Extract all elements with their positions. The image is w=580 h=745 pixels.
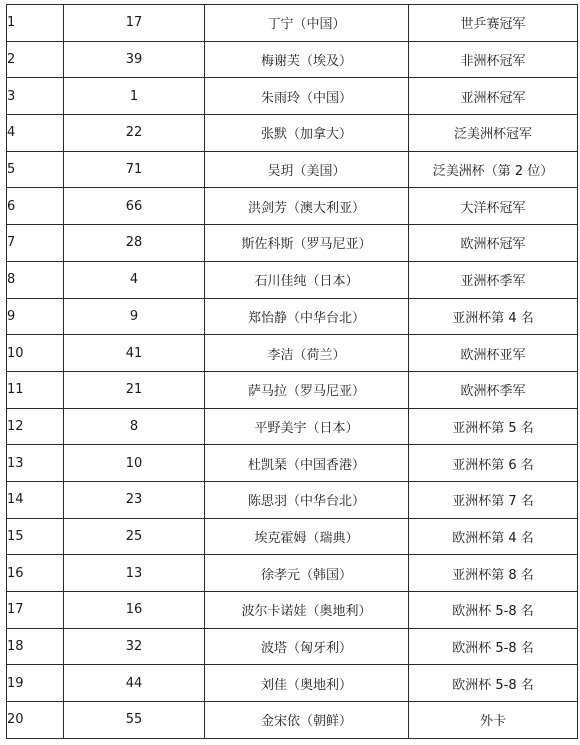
- number-cell: 55: [64, 702, 205, 739]
- number-cell: 17: [64, 5, 205, 42]
- player-cell: 平野美宇（日本）: [205, 408, 409, 445]
- rank-cell: 6: [7, 188, 64, 225]
- rank-cell: 11: [7, 371, 64, 408]
- rank-cell: 4: [7, 115, 64, 152]
- table-row: [7, 115, 578, 152]
- result-cell: 外卡: [409, 702, 578, 739]
- result-cell: 亚洲杯第 6 名: [409, 445, 578, 482]
- table-row: [7, 41, 578, 78]
- result-cell: 亚洲杯冠军: [409, 78, 578, 115]
- rank-cell: 10: [7, 335, 64, 372]
- player-cell: 波塔（匈牙利）: [205, 628, 409, 665]
- rank-cell: 13: [7, 445, 64, 482]
- table-row: [7, 78, 578, 115]
- number-cell: 44: [64, 665, 205, 702]
- number-cell: 13: [64, 555, 205, 592]
- result-cell: 亚洲杯第 5 名: [409, 408, 578, 445]
- rank-cell: 15: [7, 518, 64, 555]
- result-cell: 非洲杯冠军: [409, 41, 578, 78]
- player-cell: 丁宁（中国）: [205, 5, 409, 42]
- ranking-table-body: [7, 5, 578, 739]
- rank-cell: 9: [7, 298, 64, 335]
- table-row: [7, 518, 578, 555]
- number-cell: 22: [64, 115, 205, 152]
- rank-cell: 3: [7, 78, 64, 115]
- table-row: [7, 408, 578, 445]
- table-row: [7, 702, 578, 739]
- rank-cell: 12: [7, 408, 64, 445]
- player-cell: 张默（加拿大）: [205, 115, 409, 152]
- number-cell: 10: [64, 445, 205, 482]
- player-cell: 洪剑芳（澳大利亚）: [205, 188, 409, 225]
- number-cell: 8: [64, 408, 205, 445]
- number-cell: 4: [64, 261, 205, 298]
- result-cell: 泛美洲杯冠军: [409, 115, 578, 152]
- table-row: [7, 481, 578, 518]
- player-cell: 金宋依（朝鲜）: [205, 702, 409, 739]
- player-cell: 朱雨玲（中国）: [205, 78, 409, 115]
- table-row: [7, 592, 578, 629]
- number-cell: 41: [64, 335, 205, 372]
- number-cell: 39: [64, 41, 205, 78]
- number-cell: 32: [64, 628, 205, 665]
- table-row: [7, 298, 578, 335]
- number-cell: 23: [64, 481, 205, 518]
- rank-cell: 7: [7, 225, 64, 262]
- rank-cell: 8: [7, 261, 64, 298]
- ranking-table: [6, 4, 578, 739]
- rank-cell: 19: [7, 665, 64, 702]
- table-row: [7, 371, 578, 408]
- table-row: [7, 555, 578, 592]
- rank-cell: 1: [7, 5, 64, 42]
- player-cell: 陈思羽（中华台北）: [205, 481, 409, 518]
- table-row: [7, 188, 578, 225]
- rank-cell: 5: [7, 151, 64, 188]
- result-cell: 欧洲杯季军: [409, 371, 578, 408]
- table-row: [7, 665, 578, 702]
- table-row: [7, 5, 578, 42]
- rank-cell: 18: [7, 628, 64, 665]
- player-cell: 徐孝元（韩国）: [205, 555, 409, 592]
- rank-cell: 20: [7, 702, 64, 739]
- number-cell: 25: [64, 518, 205, 555]
- rank-cell: 2: [7, 41, 64, 78]
- rank-cell: 17: [7, 592, 64, 629]
- result-cell: 欧洲杯第 4 名: [409, 518, 578, 555]
- number-cell: 16: [64, 592, 205, 629]
- player-cell: 梅谢芙（埃及）: [205, 41, 409, 78]
- result-cell: 欧洲杯 5-8 名: [409, 628, 578, 665]
- table-row: [7, 261, 578, 298]
- player-cell: 斯佐科斯（罗马尼亚）: [205, 225, 409, 262]
- table-row: [7, 151, 578, 188]
- table-row: [7, 628, 578, 665]
- player-cell: 杜凯琹（中国香港）: [205, 445, 409, 482]
- result-cell: 亚洲杯第 8 名: [409, 555, 578, 592]
- result-cell: 亚洲杯第 7 名: [409, 481, 578, 518]
- player-cell: 萨马拉（罗马尼亚）: [205, 371, 409, 408]
- number-cell: 21: [64, 371, 205, 408]
- number-cell: 9: [64, 298, 205, 335]
- number-cell: 71: [64, 151, 205, 188]
- player-cell: 吴玥（美国）: [205, 151, 409, 188]
- result-cell: 欧洲杯 5-8 名: [409, 665, 578, 702]
- table-row: [7, 225, 578, 262]
- table-row: [7, 335, 578, 372]
- result-cell: 亚洲杯季军: [409, 261, 578, 298]
- rank-cell: 16: [7, 555, 64, 592]
- player-cell: 李洁（荷兰）: [205, 335, 409, 372]
- result-cell: 亚洲杯第 4 名: [409, 298, 578, 335]
- result-cell: 泛美洲杯（第 2 位）: [409, 151, 578, 188]
- player-cell: 刘佳（奥地利）: [205, 665, 409, 702]
- result-cell: 世乒赛冠军: [409, 5, 578, 42]
- result-cell: 欧洲杯 5-8 名: [409, 592, 578, 629]
- rank-cell: 14: [7, 481, 64, 518]
- player-cell: 埃克霍姆（瑞典）: [205, 518, 409, 555]
- player-cell: 石川佳纯（日本）: [205, 261, 409, 298]
- player-cell: 波尔卡诺娃（奥地利）: [205, 592, 409, 629]
- table-row: [7, 445, 578, 482]
- result-cell: 欧洲杯冠军: [409, 225, 578, 262]
- player-cell: 郑怡静（中华台北）: [205, 298, 409, 335]
- number-cell: 66: [64, 188, 205, 225]
- number-cell: 1: [64, 78, 205, 115]
- result-cell: 大洋杯冠军: [409, 188, 578, 225]
- result-cell: 欧洲杯亚军: [409, 335, 578, 372]
- number-cell: 28: [64, 225, 205, 262]
